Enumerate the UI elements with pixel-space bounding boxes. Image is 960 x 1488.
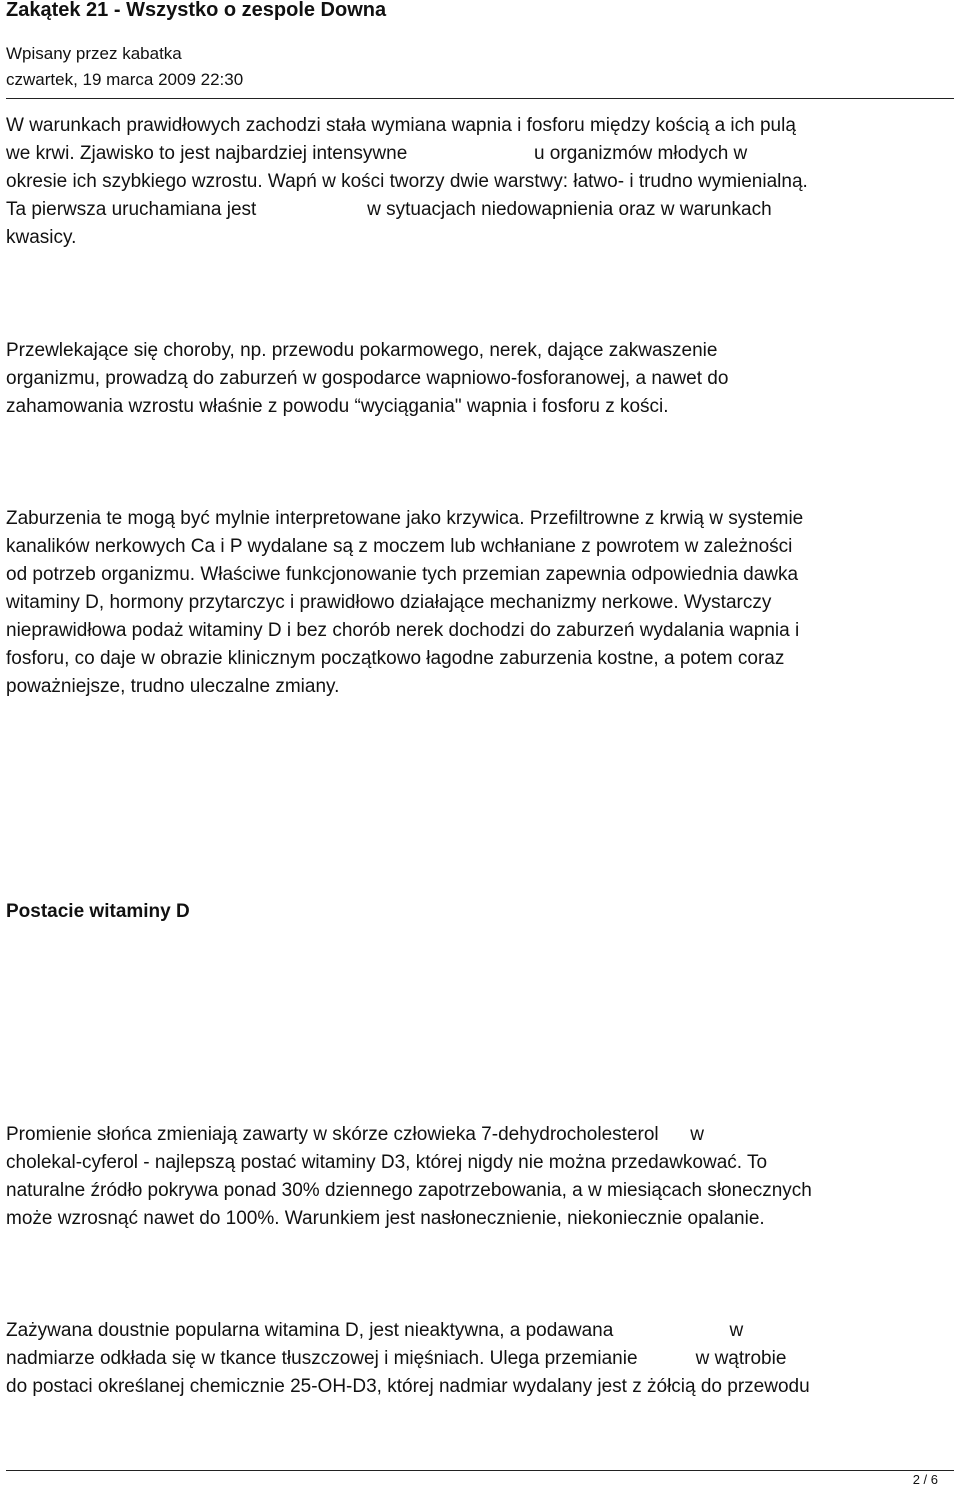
text-line: Zaburzenia te mogą być mylnie interpretowane jako krzywica. Przefiltrowne z krwią w systemie	[6, 508, 804, 529]
text-line: witaminy D, hormony przytarczyc i prawidłowo działające mechanizmy nerkowe. Wystarczy	[6, 592, 772, 613]
paragraph-calcium-exchange	[6, 112, 960, 252]
text-line: nieprawidłowa podaż witaminy D i bez chorób nerek dochodzi do zaburzeń wydalania wapnia i	[6, 620, 800, 641]
text-line: kanalików nerkowych Ca i P wydalane są z moczem lub wchłaniane z powrotem w zależności	[6, 536, 793, 557]
text-line: fosforu, co daje w obrazie klinicznym początkowo łagodne zaburzenia kostne, a potem coraz	[6, 648, 785, 669]
text-line: od potrzeb organizmu. Właściwe funkcjonowanie tych przemian zapewnia odpowiednia dawka	[6, 564, 799, 585]
text-line: naturalne źródło pokrywa ponad 30% dziennego zapotrzebowania, a w miesiącach słonecznych	[6, 1180, 812, 1201]
author-line: Wpisany przez kabatka	[6, 44, 182, 63]
section-heading: Postacie witaminy D	[6, 901, 190, 922]
paragraph-sunlight	[6, 1121, 960, 1233]
page-number: 2 / 6	[912, 1472, 938, 1487]
text-line: cholekal-cyferol - najlepszą postać witaminy D3, której nigdy nie można przedawkować. To	[6, 1152, 768, 1173]
footer-divider	[6, 1470, 954, 1471]
text-line: okresie ich szybkiego wzrostu. Wapń w kości tworzy dwie warstwy: łatwo- i trudno wymienialną.	[6, 171, 808, 192]
text-line: zahamowania wzrostu właśnie z powodu “wyciągania" wapnia i fosforu z kości.	[6, 396, 669, 417]
text-line: nadmiarze odkłada się w tkance tłuszczowej i mięśniach. Ulega przemianie w wątrobie	[6, 1348, 787, 1369]
document-title: Zakątek 21 - Wszystko o zespole Downa	[6, 0, 387, 21]
paragraph-chronic-diseases	[6, 337, 960, 421]
text-line: Zażywana doustnie popularna witamina D, jest nieaktywna, a podawana w	[6, 1320, 744, 1341]
paragraph-oral-vitamin-d	[6, 1317, 960, 1401]
text-line: Promienie słońca zmieniają zawarty w skórze człowieka 7-dehydrocholesterol w	[6, 1124, 705, 1145]
text-line: poważniejsze, trudno uleczalne zmiany.	[6, 676, 340, 697]
text-line: Ta pierwsza uruchamiana jest w sytuacjach niedowapnienia oraz w warunkach	[6, 199, 772, 220]
paragraph-disorders	[6, 505, 960, 701]
text-line: we krwi. Zjawisko to jest najbardziej intensywne u organizmów młodych w	[6, 143, 748, 164]
header-divider	[6, 98, 954, 99]
text-line: organizmu, prowadzą do zaburzeń w gospodarce wapniowo-fosforanowej, a nawet do	[6, 368, 729, 389]
text-line: Przewlekające się choroby, np. przewodu pokarmowego, nerek, dające zakwaszenie	[6, 340, 718, 361]
text-line: może wzrosnąć nawet do 100%. Warunkiem jest nasłonecznienie, niekoniecznie opalanie.	[6, 1208, 765, 1229]
date-line: czwartek, 19 marca 2009 22:30	[6, 70, 244, 89]
text-line: kwasicy.	[6, 227, 77, 248]
text-line: W warunkach prawidłowych zachodzi stała wymiana wapnia i fosforu między kością a ich pulą	[6, 115, 796, 136]
text-line: do postaci określanej chemicznie 25-OH-D3, której nadmiar wydalany jest z żółcią do przewodu	[6, 1376, 810, 1397]
